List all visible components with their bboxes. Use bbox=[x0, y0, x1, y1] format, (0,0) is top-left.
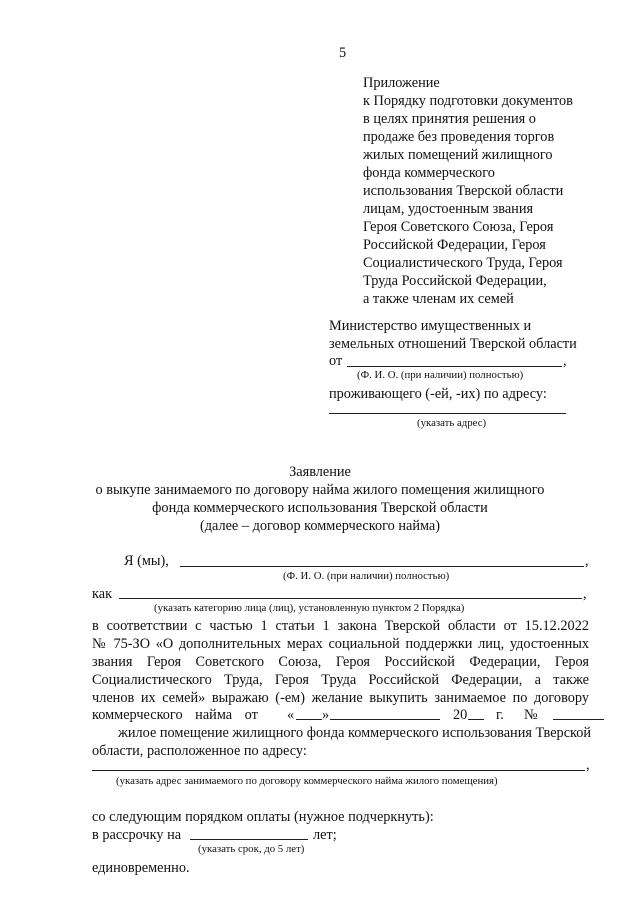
paragraph-line-2: № 75-ЗО «О дополнительных мерах социальной поддержки лиц, удостоенных bbox=[92, 636, 589, 652]
appendix-line: Труда Российской Федерации, bbox=[363, 273, 547, 289]
quote-close: » bbox=[322, 707, 330, 723]
quote-open: « bbox=[287, 707, 295, 723]
fio-hint: (Ф. И. О. (при наличии) полностью) bbox=[357, 369, 524, 381]
appendix-line: а также членам их семей bbox=[363, 291, 514, 307]
year-prefix: 20 bbox=[453, 707, 468, 723]
addressee-line-1: Министерство имущественных и bbox=[329, 318, 532, 334]
page-number: 5 bbox=[339, 45, 347, 61]
paragraph-line-1: в соответствии с частью 1 статьи 1 закона Тверской области от 15.12.2022 bbox=[92, 618, 589, 634]
term-hint: (указать срок, до 5 лет) bbox=[198, 843, 305, 855]
appendix-line: Приложение bbox=[363, 75, 440, 91]
contract-month-field[interactable] bbox=[330, 719, 440, 720]
title-line-2: фонда коммерческого использования Тверской области bbox=[152, 500, 488, 516]
appendix-line: продаже без проведения торгов bbox=[363, 129, 555, 145]
appendix-line: к Порядку подготовки документов bbox=[363, 93, 573, 109]
payment-order-label: со следующим порядком оплаты (нужное подчеркнуть): bbox=[92, 809, 434, 825]
category-field[interactable] bbox=[119, 598, 582, 599]
paragraph-line-5: членов их семей» выражаю (-ем) желание выкупить занимаемое по договору bbox=[92, 690, 589, 706]
appendix-line: использования Тверской области bbox=[363, 183, 564, 199]
appendix-line: лицам, удостоенным звания bbox=[363, 201, 534, 217]
appendix-line: Социалистического Труда, Героя bbox=[363, 255, 563, 271]
i-we-label: Я (мы), bbox=[124, 553, 169, 569]
paragraph-line-7: жилое помещение жилищного фонда коммерческого использования Тверской bbox=[118, 725, 592, 741]
fio-hint-2: (Ф. И. О. (при наличии) полностью) bbox=[283, 570, 450, 582]
i-we-comma: , bbox=[585, 553, 589, 569]
as-label: как bbox=[92, 586, 113, 602]
from-comma: , bbox=[563, 353, 567, 369]
residing-label: проживающего (-ей, -их) по адресу: bbox=[329, 386, 547, 402]
address-comma: , bbox=[586, 757, 590, 773]
applicant-name-field[interactable] bbox=[347, 366, 562, 367]
premises-address-field[interactable] bbox=[92, 770, 585, 771]
premises-address-hint: (указать адрес занимаемого по договору коммерческого найма жилого помещения) bbox=[116, 775, 498, 787]
title-line-3: (далее – договор коммерческого найма) bbox=[199, 518, 441, 534]
contract-day-field[interactable] bbox=[296, 719, 322, 720]
from-label: от bbox=[329, 353, 343, 369]
appendix-line: фонда коммерческого bbox=[363, 165, 495, 181]
installment-term-field[interactable] bbox=[190, 839, 308, 840]
paragraph-line-8: области, расположенное по адресу: bbox=[92, 743, 307, 759]
contract-number-field[interactable] bbox=[553, 719, 604, 720]
installment-label[interactable]: в рассрочку на bbox=[92, 827, 182, 843]
addressee-line-2: земельных отношений Тверской области bbox=[329, 336, 577, 352]
appendix-line: жилых помещений жилищного bbox=[363, 147, 553, 163]
applicants-name-field[interactable] bbox=[180, 566, 584, 567]
category-hint: (указать категорию лица (лиц), установленную пунктом 2 Порядка) bbox=[154, 602, 465, 614]
paragraph-line-4: Социалистического Труда, Героя Труда Российской Федерации, а также bbox=[92, 672, 589, 688]
appendix-line: Героя Советского Союза, Героя bbox=[363, 219, 554, 235]
appendix-line: Российской Федерации, Героя bbox=[363, 237, 546, 253]
number-sign: № bbox=[524, 707, 538, 723]
address-hint: (указать адрес) bbox=[417, 417, 487, 429]
applicant-address-field[interactable] bbox=[329, 413, 566, 414]
appendix-line: в целях принятия решения о bbox=[363, 111, 536, 127]
as-comma: , bbox=[583, 586, 587, 602]
contract-label: коммерческого найма от bbox=[92, 707, 258, 723]
lump-sum-option[interactable]: единовременно. bbox=[92, 860, 190, 876]
document-title: Заявление bbox=[289, 464, 351, 480]
contract-year-field[interactable] bbox=[468, 719, 484, 720]
installment-suffix: лет; bbox=[313, 827, 337, 843]
title-line-1: о выкупе занимаемого по договору найма жилого помещения жилищного bbox=[95, 482, 545, 498]
year-suffix: г. bbox=[496, 707, 504, 723]
paragraph-line-3: звания Героя Советского Союза, Героя Российской Федерации, Героя bbox=[92, 654, 589, 670]
appendix-block bbox=[363, 74, 573, 308]
